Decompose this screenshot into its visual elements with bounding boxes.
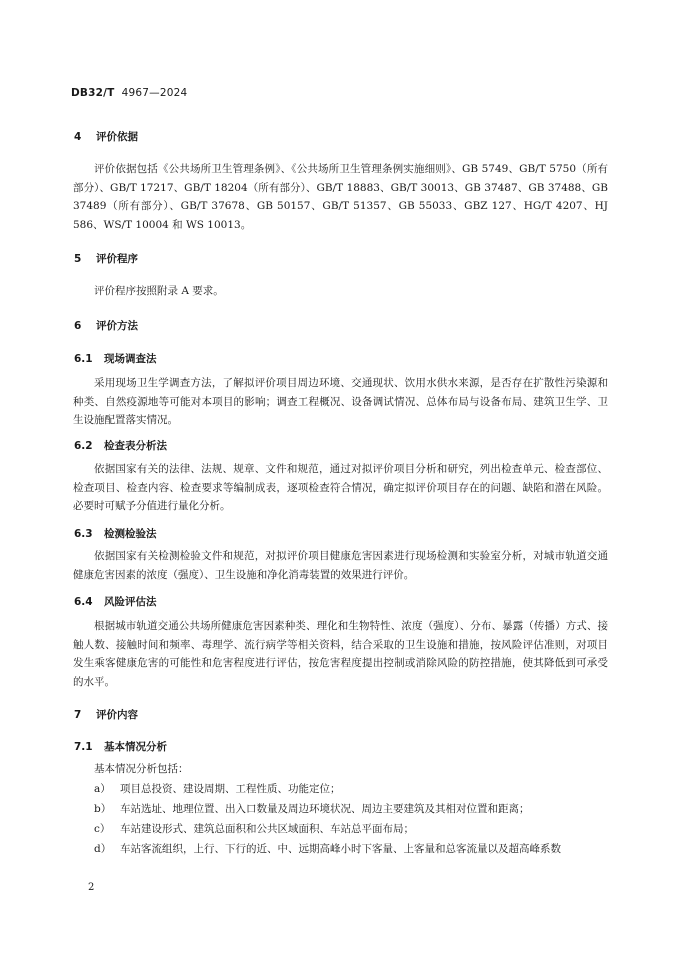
standard-code: DB32/T 4967—2024 <box>71 87 188 99</box>
list-item: a） 项目总投资、建设周期、工程性质、功能定位； <box>94 783 341 795</box>
section-6-2-paragraph: 依据国家有关的法律、法规、规章、文件和规范，通过对拟评价项目分析和研究，列出检查单元、检查部位、检查项目、检查内容、检查要求等编制成表，逐项检查符合情况，确定拟评价项目存在的问题、缺陷和潜在风险。必要时可赋予分值进行量化分析。 <box>73 463 608 513</box>
list-item: c） 车站建设形式、建筑总面积和公共区域面积、车站总平面布局； <box>94 823 414 835</box>
section-6-1-paragraph: 采用现场卫生学调查方法，了解拟评价项目周边环境、交通现状、饮用水供水来源，是否存在扩散性污染源和种类、自然疫源地等可能对本项目的影响；调查工程概况、设备调试情况、总体布局与设备布局、建筑卫生学、卫生设施配置落实情况。 <box>73 377 608 427</box>
section-6-3-heading: 6.3 检测检验法 <box>74 528 157 540</box>
section-4-heading: 4 评价依据 <box>74 131 138 143</box>
page-number: 2 <box>88 882 95 893</box>
section-7-heading: 7 评价内容 <box>74 709 138 721</box>
section-6-4-heading: 6.4 风险评估法 <box>74 596 157 608</box>
section-5-heading: 5 评价程序 <box>74 253 138 265</box>
list-item: d） 车站客流组织，上行、下行的近、中、远期高峰小时下客量、上客量和总客流量以及超高峰系数 <box>94 843 561 855</box>
section-5-paragraph: 评价程序按照附录 A 要求。 <box>94 285 224 297</box>
section-6-heading: 6 评价方法 <box>74 320 138 332</box>
section-6-1-heading: 6.1 现场调查法 <box>74 353 157 365</box>
section-7-1-heading: 7.1 基本情况分析 <box>74 741 167 753</box>
section-7-1-intro: 基本情况分析包括： <box>94 763 189 775</box>
list-item: b） 车站选址、地理位置、出入口数量及周边环境状况、周边主要建筑及其相对位置和距离； <box>94 803 530 815</box>
section-6-2-heading: 6.2 检查表分析法 <box>74 440 167 452</box>
section-6-4-paragraph: 根据城市轨道交通公共场所健康危害因素种类、理化和生物特性、浓度（强度）、分布、暴露（传播）方式、接触人数、接触时间和频率、毒理学、流行病学等相关资料，结合采取的卫生设施和措施，按风险评估准则，对项目发生乘客健康危害的可能性和危害程度进行评估，按危害程度提出控制或消除风险的防控措施，使其降低到可承受的水平。 <box>73 620 608 688</box>
section-4-paragraph: 评价依据包括《公共场所卫生管理条例》、《公共场所卫生管理条例实施细则》、GB 5749、GB/T 5750（所有部分）、GB/T 17217、GB/T 18204（所有部分）、GB/T 18883、GB/T 30013、GB 37487、GB 37488、GB 37489（所有部分）、GB/T 37678、GB 50157、GB/T 51357、GB 55033、GBZ 127、HG/T 4207、HJ 586、WS/T 10004 和 WS 10013。 <box>73 163 609 231</box>
section-6-3-paragraph: 依据国家有关检测检验文件和规范，对拟评价项目健康危害因素进行现场检测和实验室分析，对城市轨道交通健康危害因素的浓度（强度）、卫生设施和净化消毒装置的效果进行评价。 <box>73 550 608 581</box>
